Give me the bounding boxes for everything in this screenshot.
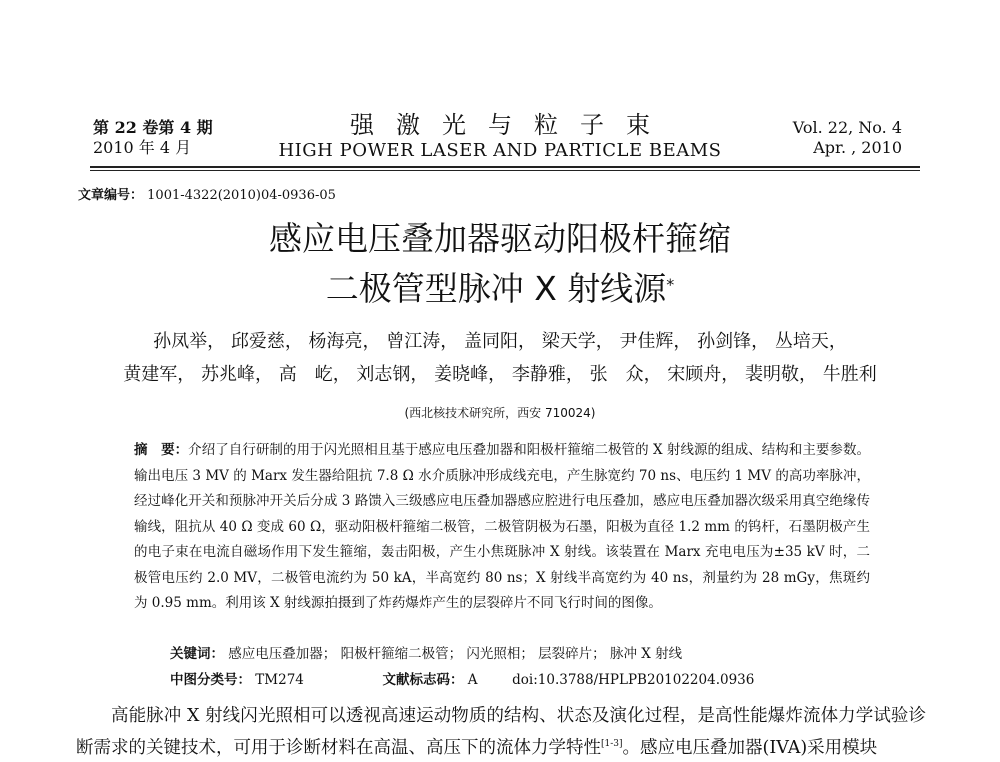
clc-value: TM274 — [255, 672, 304, 688]
title-line-2-text: 二极管型脉冲 X 射线源 — [325, 269, 667, 308]
citation: [1-3] — [601, 739, 623, 749]
keywords-value: 感应电压叠加器； 阳极杆箍缩二极管； 闪光照相； 层裂碎片； 脉冲 X 射线 — [228, 646, 683, 662]
article-number — [78, 184, 336, 203]
authors-line-2: 黄建军， 苏兆峰， 高 屹， 刘志钢， 姜晓峰， 李静雅， 张 众， 宋顾舟， 裴明敬， 牛胜利 — [123, 364, 877, 385]
abstract-text: 介绍了自行研制的用于闪光照相且基于感应电压叠加器和阳极杆箍缩二极管的 X 射线源的组成、结构和主要参数。输出电压 3 MV 的 Marx 发生器给阻抗 7.8 Ω 水介质脉冲形成线充电，产生脉宽约 70 ns、电压约 1 MV 的高功率脉冲，经过峰化开关和预脉冲开关后分成 3 路馈入三级感应电压叠加器感应腔进行电压叠加，感应电压叠加器次级采用真空绝缘传输线，阻抗从 40 Ω 变成 60 Ω，驱动阳极杆箍缩二极管，二极管阴极为石墨，阳极为直径 1.2 mm 的钨杆，石墨阴极产生的电子束在电流自磁场作用下发生箍缩，轰击阳极，产生小焦斑脉冲 X 射线。该装置在 Marx 充电电压为±35 kV 时，二极管电压约 2.0 MV，二极管电流约为 50 kA，半高宽约 80 ns；X 射线半高宽约为 40 ns，剂量约为 28 mGy，焦斑约为 0.95 mm。利用该 X 射线源拍摄到了炸药爆炸产生的层裂碎片不同飞行时间的图像。 — [134, 442, 870, 611]
authors-line-1: 孙凤举， 邱爱慈， 杨海亮， 曾江涛， 盖同阳， 梁天学， 尹佳辉， 孙剑锋， 丛培天， — [153, 331, 847, 352]
abstract — [134, 438, 870, 617]
title-footnote-mark: * — [666, 275, 675, 294]
doc-code-value: A — [467, 672, 478, 688]
body-paragraph — [76, 702, 926, 762]
date-en: Apr. , 2010 — [813, 138, 902, 157]
journal-issue-en — [793, 118, 902, 158]
header-rule-thin — [90, 170, 920, 171]
article-number-label: 文章编号： — [78, 188, 144, 203]
journal-title-en: HIGH POWER LASER AND PARTICLE BEAMS — [278, 140, 722, 161]
paper-title — [0, 214, 1000, 314]
journal-title-cn: 强激光与粒子束 — [350, 111, 672, 139]
title-line-1: 感应电压叠加器驱动阳极杆箍缩 — [269, 219, 731, 258]
body-text: 高能脉冲 X 射线闪光照相可以透视高速运动物质的结构、状态及演化过程，是高性能爆炸流体力学试验诊断需求的关键技术，可用于诊断材料在高温、高压下的流体力学特性 — [76, 706, 926, 758]
body-text-cont: 。感应电压叠加器(IVA)采用模块 — [622, 737, 878, 758]
classification-line — [170, 668, 754, 688]
affiliation: (西北核技术研究所，西安 710024) — [404, 406, 596, 420]
clc-label: 中图分类号： — [170, 672, 251, 688]
doc-code-label: 文献标志码： — [382, 672, 464, 688]
volume-en: Vol. 22, No. 4 — [792, 118, 902, 137]
keywords-label: 关键词： — [170, 646, 224, 662]
abstract-label: 摘 要： — [134, 442, 189, 458]
article-number-value: 1001-4322(2010)04-0936-05 — [147, 188, 336, 203]
doi: doi:10.3788/HPLPB20102204.0936 — [512, 672, 755, 688]
volume-cn: 第 22 卷第 4 期 — [93, 118, 213, 137]
keywords — [170, 642, 682, 662]
title-line-2 — [0, 264, 1000, 314]
header-rule — [90, 166, 920, 168]
date-cn: 2010 年 4 月 — [93, 138, 192, 157]
author-list — [60, 325, 940, 391]
